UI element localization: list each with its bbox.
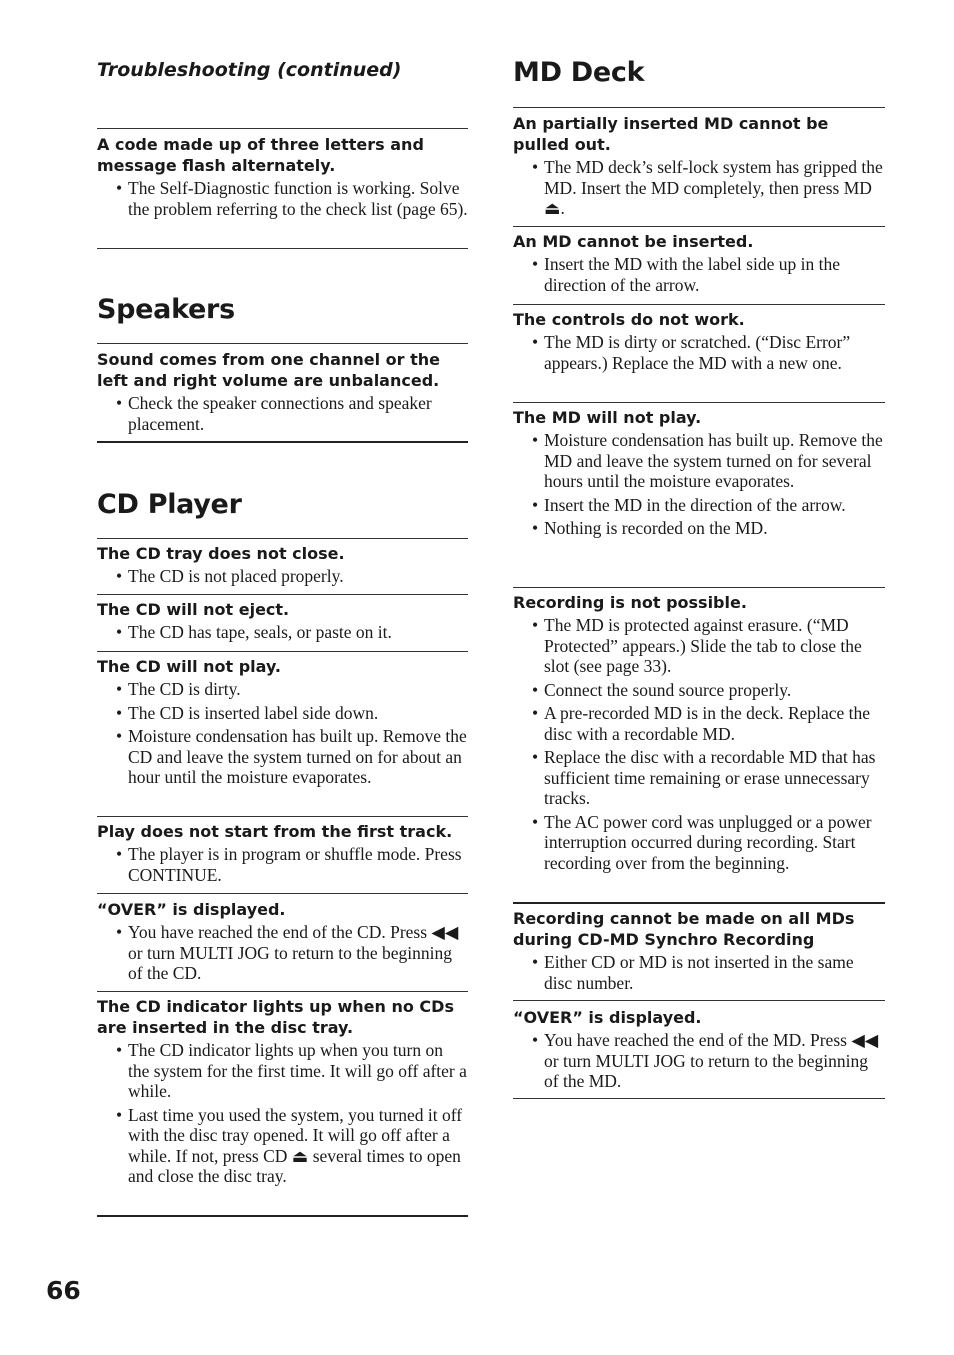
problem-heading: “OVER” is displayed.	[97, 900, 286, 919]
problem-heading: The controls do not work.	[513, 310, 745, 329]
divider	[513, 107, 885, 108]
solution-item: • You have reached the end of the MD. Press ◀◀ or turn MULTI JOG to return to the beginning of the MD.	[532, 1030, 879, 1091]
divider	[97, 343, 468, 344]
trouble-entry-md	[513, 309, 885, 376]
problem-heading: The CD tray does not close.	[97, 544, 345, 563]
solution-item: • Nothing is recorded on the MD.	[532, 518, 768, 538]
section-heading-speakers: Speakers	[97, 294, 235, 325]
solution-item: • A pre-recorded MD is in the deck. Replace the disc with a recordable MD.	[532, 703, 871, 744]
solution-item: • The CD has tape, seals, or paste on it.	[116, 622, 392, 642]
divider	[97, 594, 468, 595]
section-heading-md-deck: MD Deck	[513, 57, 645, 88]
solution-item: • Last time you used the system, you turned it off with the disc tray opened. It will go off after a while. If not, press CD ⏏ several times to open and close the disc tray.	[116, 1104, 463, 1186]
divider	[97, 441, 468, 443]
solution-item: • Insert the MD with the label side up in the direction of the arrow.	[532, 254, 840, 295]
trouble-entry-cd	[97, 543, 468, 590]
solution-item: • Moisture condensation has built up. Remove the MD and leave the system turned on for several hours until the moisture evaporates.	[532, 430, 883, 491]
solution-list	[97, 566, 468, 587]
solution-list	[513, 254, 885, 295]
divider	[513, 902, 885, 904]
problem-heading: The CD will not eject.	[97, 600, 290, 619]
divider	[513, 1000, 885, 1001]
problem-heading: Recording cannot be made on all MDs during CD-MD Synchro Recording	[513, 909, 855, 949]
solution-item: • Replace the disc with a recordable MD that has sufficient time remaining or erase unnecessary tracks.	[532, 747, 876, 808]
problem-heading: The CD indicator lights up when no CDs are inserted in the disc tray.	[97, 997, 454, 1037]
problem-heading: “OVER” is displayed.	[513, 1008, 702, 1027]
solution-list	[513, 430, 885, 539]
solution-item: • The CD is dirty.	[116, 679, 241, 699]
running-head: Troubleshooting (continued)	[97, 59, 402, 81]
solution-list	[513, 615, 885, 873]
trouble-entry-md	[513, 407, 885, 542]
problem-heading: An partially inserted MD cannot be pulled out.	[513, 114, 829, 154]
solution-list	[97, 1040, 468, 1187]
solution-item: • The MD is protected against erasure. (“MD Protected” appears.) Slide the tab to close the slot (see page 33).	[532, 615, 862, 676]
solution-item: • The CD is not placed properly.	[116, 566, 344, 586]
trouble-entry-cd	[97, 599, 468, 646]
solution-item: • The Self-Diagnostic function is working. Solve the problem referring to the check list (page 65).	[116, 178, 468, 219]
solution-item: • Connect the sound source properly.	[532, 679, 792, 700]
solution-list	[513, 952, 885, 993]
divider	[97, 538, 468, 539]
solution-item: • The MD is dirty or scratched. (“Disc Error” appears.) Replace the MD with a new one.	[532, 332, 851, 373]
trouble-entry-cd	[97, 899, 468, 987]
problem-heading: Sound comes from one channel or the left and right volume are unbalanced.	[97, 350, 441, 390]
solution-item: • The CD indicator lights up when you turn on the system for the first time. It will go off after a while.	[116, 1040, 467, 1101]
trouble-entry-cd	[97, 821, 468, 888]
divider	[97, 1215, 468, 1217]
solution-list	[97, 622, 468, 643]
divider	[97, 893, 468, 894]
trouble-entry-md	[513, 1007, 885, 1095]
trouble-entry-md	[513, 592, 885, 876]
problem-heading: The MD will not play.	[513, 408, 702, 427]
problem-heading: Recording is not possible.	[513, 593, 747, 612]
divider	[513, 402, 885, 403]
solution-list	[513, 1030, 885, 1092]
divider	[97, 248, 468, 249]
solution-item: • The player is in program or shuffle mode. Press CONTINUE.	[116, 844, 462, 885]
trouble-entry-self-diagnostic	[97, 134, 468, 222]
divider	[97, 128, 468, 129]
solution-item: • Check the speaker connections and speaker placement.	[116, 393, 432, 434]
solution-item: • The CD is inserted label side down.	[116, 702, 379, 723]
trouble-entry-md	[513, 231, 885, 298]
trouble-entry-cd	[97, 656, 468, 791]
solution-list	[513, 332, 885, 373]
solution-list	[97, 922, 468, 984]
divider	[513, 587, 885, 588]
trouble-entry-cd	[97, 996, 468, 1190]
problem-heading: A code made up of three letters and message flash alternately.	[97, 135, 424, 175]
divider	[97, 651, 468, 652]
solution-item: • Moisture condensation has built up. Remove the CD and leave the system turned on for about an hour until the moisture evaporates.	[116, 726, 467, 787]
divider	[513, 1098, 885, 1099]
section-heading-cd-player: CD Player	[97, 489, 242, 520]
divider	[513, 226, 885, 227]
solution-item: • The AC power cord was unplugged or a power interruption occurred during recording. Start recording over from the beginning.	[532, 811, 872, 873]
divider	[513, 304, 885, 305]
problem-heading: Play does not start from the first track.	[97, 822, 453, 841]
trouble-entry-md	[513, 908, 885, 996]
solution-item: • Insert the MD in the direction of the arrow.	[532, 494, 846, 515]
solution-list	[513, 157, 885, 219]
page-number: 66	[46, 1276, 81, 1305]
solution-item: • Either CD or MD is not inserted in the same disc number.	[532, 952, 854, 993]
problem-heading: The CD will not play.	[97, 657, 282, 676]
trouble-entry-speakers	[97, 349, 468, 437]
solution-list	[97, 178, 468, 219]
trouble-entry-md	[513, 113, 885, 222]
divider	[97, 816, 468, 817]
solution-item: • The MD deck’s self-lock system has gripped the MD. Insert the MD completely, then press MD ⏏.	[532, 157, 883, 218]
problem-heading: An MD cannot be inserted.	[513, 232, 754, 251]
solution-list	[97, 393, 468, 434]
solution-list	[97, 844, 468, 885]
solution-list	[97, 679, 468, 788]
solution-item: • You have reached the end of the CD. Press ◀◀ or turn MULTI JOG to return to the beginning of the CD.	[116, 922, 459, 983]
divider	[97, 991, 468, 992]
